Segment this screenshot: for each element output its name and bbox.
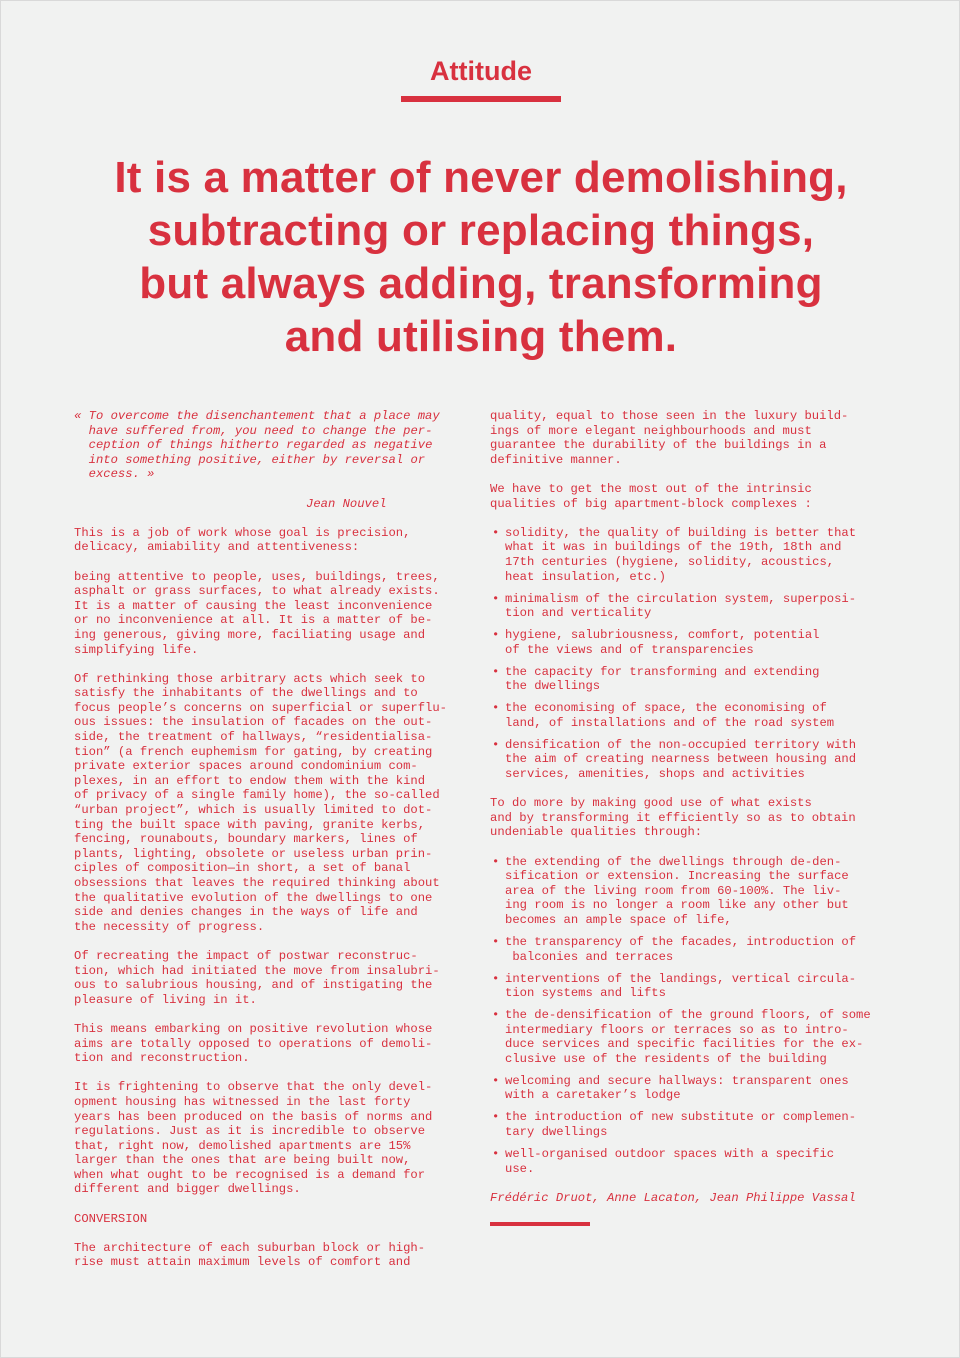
list-item: • hygiene, salubriousness, comfort, potential of the views and of transparencies bbox=[490, 628, 875, 657]
paragraph: being attentive to people, uses, buildings, trees, asphalt or grass surfaces, to what already exists. It is a matter of causing the least inconvenience or no inconvenience at all. It is a matter of be- ing generous, giving more, faciliating usage and simplifying life. bbox=[74, 569, 440, 657]
list-item: • solidity, the quality of building is better that what it was in buildings of the 19th, 18th and 17th centuries (hygiene, solidity, acoustics, heat insulation, etc.) bbox=[490, 526, 875, 584]
list-item: • the introduction of new substitute or complemen- tary dwellings bbox=[490, 1110, 875, 1139]
paragraph: Of recreating the impact of postwar reconstruc- tion, which had initiated the move from insalubri- ous to salubrious housing, and of instigating the pleasure of living in it. bbox=[74, 948, 440, 1007]
paragraph: We have to get the most out of the intrinsic qualities of big apartment-block complexes : bbox=[490, 481, 812, 511]
transformations-list bbox=[490, 855, 875, 1177]
author-signature: Frédéric Druot, Anne Lacaton, Jean Philippe Vassal bbox=[490, 1190, 856, 1205]
list-item: • interventions of the landings, vertical circula- tion systems and lifts bbox=[490, 972, 875, 1001]
right-column bbox=[490, 409, 875, 1226]
conversion-paragraph: The architecture of each suburban block or high- rise must attain maximum levels of comfort and bbox=[74, 1240, 426, 1270]
end-rule bbox=[490, 1222, 590, 1226]
epigraph-author: Jean Nouvel bbox=[306, 496, 387, 511]
list-item: • densification of the non-occupied territory with the aim of creating nearness between housing and services, amenities, shops and activities bbox=[490, 738, 875, 782]
section-title: Attitude bbox=[430, 56, 532, 86]
conversion-heading: CONVERSION bbox=[74, 1211, 148, 1226]
paragraph: Of rethinking those arbitrary acts which seek to satisfy the inhabitants of the dwellings and to focus people’s concerns on superficial or superflu- ous issues: the insulation of facades on the out- side, the treatment of hallways, “residentialisa- tion” (a french euphemism for gating, by creating private exterior spaces around condominium com- plexes, in an effort to endow them with the kind of privacy of a single family home), the so-called “urban project”, which is usually limited to dot- ting the built space with paving, granite kerbs, fencing, rounabouts, boundary markers, lines of plants, lighting, obsolete or useless urban prin- ciples of composition—in short, a set of banal obsessions that leaves the required thinking about the qualitative evolution of the dwellings to one side and denies changes in the ways of life and the necessity of progress. bbox=[74, 671, 447, 934]
title-underline bbox=[401, 96, 561, 102]
paragraph: quality, equal to those seen in the luxury build- ings of more elegant neighbourhoods and must guarantee the durability of the buildings in a definitive manner. bbox=[490, 409, 849, 467]
list-item: • the capacity for transforming and extending the dwellings bbox=[490, 665, 875, 694]
paragraph: This means embarking on positive revolution whose aims are totally opposed to operations of demoli- tion and reconstruction. bbox=[74, 1021, 433, 1066]
headline: It is a matter of never demolishing, subtracting or replacing things, but always adding, transforming and utilising them. bbox=[114, 153, 848, 361]
left-column bbox=[74, 409, 454, 1285]
epigraph-quote: « To overcome the disenchantement that a place may have suffered from, you need to change the per- ception of things hitherto regarded as negative into something positive, either by reversal or excess. » bbox=[74, 409, 440, 482]
list-item: • minimalism of the circulation system, superposi- tion and verticality bbox=[490, 592, 875, 621]
list-item: • well-organised outdoor spaces with a specific use. bbox=[490, 1147, 875, 1176]
qualities-list bbox=[490, 526, 875, 782]
paragraph: It is frightening to observe that the only devel- opment housing has witnessed in the last forty years has been produced on the basis of norms and regulations. Just as it is incredible to observe that, right now, demolished apartments are 15% larger than the ones that are being built now, when what ought to be recognised is a demand for different and bigger dwellings. bbox=[74, 1080, 433, 1197]
list-item: • the transparency of the facades, introduction of balconies and terraces bbox=[490, 935, 875, 964]
list-item: • the de-densification of the ground floors, of some intermediary floors or terraces so as to intro- duce services and specific facilities for the ex- clusive use of the residents of the building bbox=[490, 1008, 875, 1066]
list-item: • welcoming and secure hallways: transparent ones with a caretaker’s lodge bbox=[490, 1074, 875, 1103]
paragraph: To do more by making good use of what exists and by transforming it efficiently so as to obtain undeniable qualities through: bbox=[490, 796, 856, 840]
list-item: • the economising of space, the economising of land, of installations and of the road system bbox=[490, 701, 875, 730]
paragraph: This is a job of work whose goal is precision, delicacy, amiability and attentiveness: bbox=[74, 525, 411, 555]
list-item: • the extending of the dwellings through de-den- sification or extension. Increasing the surface area of the living room from 60-100%. The liv- ing room is no longer a room like any other but becomes an ample space of life, bbox=[490, 855, 875, 928]
